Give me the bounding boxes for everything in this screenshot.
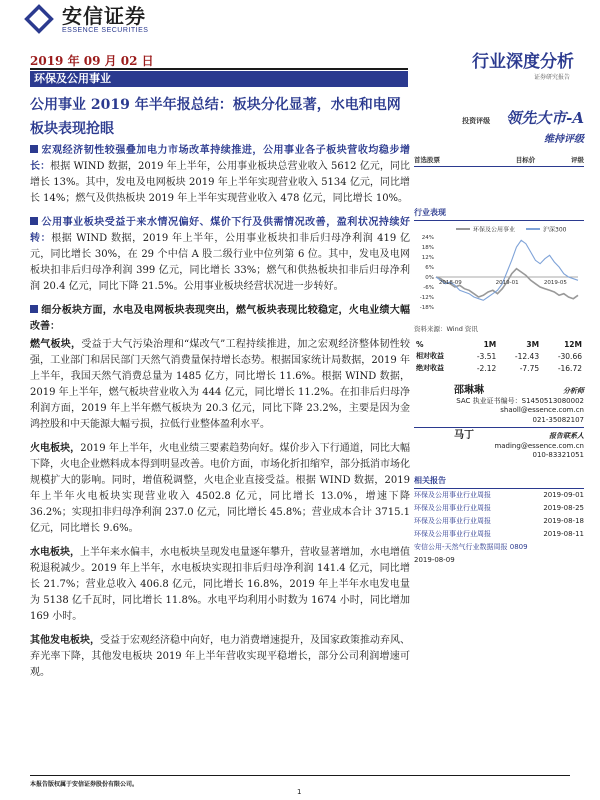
paragraph-lead: 细分板块方面，水电及电网板块表现突出，燃气板块表现比较稳定，火电业绩大幅改善： — [30, 305, 410, 332]
analyst-sac: SAC 执业证书编号：S1450513080002 — [456, 396, 584, 405]
table-cell: 相对收益 — [416, 352, 444, 360]
y-tick-label: 0% — [425, 275, 434, 281]
paragraph-lead: 其他发电板块， — [30, 635, 100, 646]
header-divider — [30, 68, 408, 70]
table-cell: -16.72 — [557, 363, 582, 373]
y-tick-label: -18% — [419, 305, 434, 311]
analyst-email[interactable]: shaoll@essence.com.cn — [500, 406, 584, 414]
table-header: % — [416, 340, 424, 349]
related-report-link[interactable] — [414, 528, 584, 541]
paragraph-body: 上半年来水偏丰，水电板块呈现发电量逐年攀升，营收显著增加，水电增值税退税减少。2019 年上半年，水电板块实现扣非后归母净利润 141.4 亿元，同比增长 21.7%；营业总收入 406.8 亿元，同比增长 16.8%，2019 年上半年水电发电量为 5138 亿千瓦时，同比增长 11.8%。水电平均利用小时数为 1674 小时，同比增加 169 小时。 — [30, 547, 410, 622]
chart-source: 资料来源：Wind 资讯 — [414, 325, 478, 333]
analyst-phone: 010-83321051 — [532, 451, 584, 459]
page-number: 1 — [297, 788, 302, 796]
related-reports-heading: 相关报告 — [414, 475, 584, 489]
related-report-title[interactable]: 环保及公用事业行业周报 — [414, 516, 491, 525]
analyst-email[interactable]: mading@essence.com.cn — [494, 441, 584, 450]
related-report-date: 2019-08-11 — [543, 529, 584, 538]
y-tick-label: 24% — [421, 235, 434, 241]
rating-value: 领先大市-A — [506, 109, 584, 127]
paragraph-revenue — [30, 143, 410, 207]
report-type: 行业深度分析 — [472, 52, 574, 72]
rating-maintained: 维持评级 — [544, 134, 584, 145]
related-report-link[interactable] — [414, 541, 584, 567]
related-report-link[interactable] — [414, 489, 584, 502]
bullet-square-icon — [30, 145, 38, 153]
related-report-link[interactable] — [414, 502, 584, 515]
analyst-block — [414, 386, 584, 461]
y-tick-label: 18% — [421, 245, 434, 251]
paragraph-lead: 水电板块， — [30, 547, 80, 558]
y-tick-label: 6% — [425, 265, 434, 271]
table-header-row — [414, 339, 584, 350]
y-tick-label: -12% — [419, 295, 434, 301]
paragraph-body: 受益于宏观经济稳中向好，电力消费增速提升，及国家政策推动弃风、弃光率下降，其他发电板块 2019 年上半年营收实现平稳增长，部分公司利润增速可观。 — [30, 635, 410, 678]
y-tick-label: 12% — [421, 255, 434, 261]
table-row — [414, 362, 584, 374]
report-subtype: 证券研究报告 — [533, 74, 570, 81]
paragraph-body: 根据 WIND 数据，2019 年上半年，公用事业板块扣非后归母净利润 419 亿元，同比增长 30%，在 29 个中信 A 股二级行业中位列第 6 位。其中，发电及电网板块扣非后归母净利润 399 亿元，同比增长 33%；燃气和供热板块扣非后归母净利润 20.4 亿元，同比下降 21.5%。公用事业板块经营状况进一步转好。 — [30, 233, 410, 292]
preferred-stocks-label: 首选股票 — [414, 156, 440, 164]
related-report-title[interactable]: 环保及公用事业行业周报 — [414, 503, 491, 512]
analyst-role: 报告联系人 — [549, 432, 584, 440]
chart-svg — [414, 223, 584, 319]
investment-rating — [414, 107, 584, 128]
brand-logo — [24, 4, 148, 34]
table-cell: -3.51 — [476, 351, 497, 361]
y-tick-label: -6% — [423, 285, 434, 291]
series-line — [436, 240, 578, 300]
target-price-label: 目标价 — [515, 156, 536, 164]
x-tick-label: 2018-09 — [438, 280, 462, 286]
related-report-date: 2019-08-25 — [543, 503, 584, 512]
table-cell: -12.43 — [514, 351, 540, 361]
table-cell: -7.75 — [519, 363, 540, 373]
paragraph-thermal — [30, 441, 410, 537]
table-header: 3M — [526, 340, 540, 349]
related-report-title[interactable]: 环保及公用事业行业周报 — [414, 529, 491, 538]
analyst-phone: 021-35082107 — [532, 415, 584, 424]
paragraph-body: 受益于大气污染治理和“煤改气”工程持续推进，加之宏观经济整体韧性较强，工业部门和居民部门天然气消费量保持增长态势。根据国家统计局数据，2019 年上半年，我国天然气消费总量为 1485 亿方，同比增长 11.6%。根据 WIND 数据，2019 年上半年，燃气板块营业收入为 444 亿元，同比增长 11.2%。在扣非后归母净利润方面，2019 年上半年燃气板块为 20.3 亿元，同比下降 23.2%，主要是因为金鸿控股和中天能源大幅亏损，拉低行业整体盈利水平。 — [30, 339, 410, 430]
paragraph-other-power — [30, 633, 410, 681]
analyst-name: 马丁 — [454, 430, 474, 441]
x-tick-label: 2019-01 — [495, 280, 519, 286]
related-report-date: 2019-08-18 — [543, 516, 584, 525]
preferred-stocks-header — [414, 155, 584, 164]
performance-table — [414, 339, 584, 374]
paragraph-profit — [30, 215, 410, 295]
table-header: 1M — [483, 340, 497, 349]
table-header: 12M — [564, 340, 582, 349]
related-report-link[interactable] — [414, 515, 584, 528]
table-cell: -30.66 — [557, 351, 582, 361]
side-column — [414, 93, 584, 567]
table-cell: 绝对收益 — [416, 364, 444, 372]
main-column — [30, 93, 410, 681]
brand-name-en: ESSENCE SECURITIES — [62, 26, 149, 34]
logo-icon — [24, 4, 54, 34]
paragraph-segments — [30, 303, 410, 335]
rating-label: 投资评级 — [462, 117, 491, 125]
x-tick-label: 2019-05 — [543, 280, 567, 286]
paragraph-body: 根据 WIND 数据，2019 年上半年，公用事业板块总营业收入 5612 亿元，同比增长 13%。其中，发电及电网板块 2019 年上半年实现营业收入 5134 亿元，同比增长 14%；燃气及供热板块 2019 年上半年实现营业收入 478 亿元，同比增长 10%。 — [30, 161, 410, 204]
stock-rating-label: 评级 — [571, 156, 584, 164]
bullet-square-icon — [30, 217, 38, 225]
analyst-role: 分析师 — [563, 387, 584, 395]
legend-label: 环保及公用事业 — [473, 226, 516, 234]
paragraph-lead: 燃气板块， — [30, 339, 82, 350]
related-report-title[interactable]: 环保及公用事业行业周报 — [414, 490, 491, 499]
paragraph-lead: 火电板块， — [30, 443, 81, 454]
analyst-name: 邵琳琳 — [454, 385, 484, 396]
report-title: 公用事业 2019 年半年报总结：板块分化显著，水电和电网板块表现抢眼 — [30, 97, 401, 137]
stock-divider — [414, 166, 584, 167]
paragraph-body: 2019 年上半年，火电业绩三要素趋势向好。煤价步入下行通道，同比大幅下降，火电企业燃料成本得到明显改善。电价方面，市场化折扣缩窄，部分抵消市场化规模扩大的影响。同时，增值税调整，火电企业直接受益。根据 WIND 数据，2019 年上半年火电板块实现营业收入 4502.8 亿元，同比增长 13.0%，增速下降 36.2%；实现扣非归母净利润 237.0 亿元，同比增长 45.8%；营业成本合计 3715.1 亿元，同比增长 9.6%。 — [30, 443, 410, 534]
industry-performance-heading: 行业表现 — [414, 207, 584, 221]
table-cell: -2.12 — [476, 363, 497, 373]
paragraph-gas — [30, 337, 410, 433]
paragraph-hydro — [30, 545, 410, 625]
report-date: 2019 年 09 月 02 日 — [30, 54, 154, 68]
industry-bar: 环保及公用事业 — [30, 71, 408, 87]
paragraph-lead: 宏观经济韧性较强叠加电力市场改革持续推进，公用事业各子板块营收均稳步增长： — [30, 145, 410, 172]
industry-performance-chart — [414, 223, 584, 323]
brand-name-cn: 安信证券 — [62, 3, 146, 28]
bullet-square-icon — [30, 305, 38, 313]
paragraph-lead: 公用事业板块受益于来水情况偏好、煤价下行及供需情况改善，盈利状况持续好转： — [30, 217, 410, 244]
table-row — [414, 350, 584, 362]
legend-label: 沪深300 — [543, 226, 567, 234]
related-report-title[interactable]: 安信公用-天然气行业数据周报 0809 — [414, 542, 528, 551]
page-footer: 本报告版权属于安信证券股份有限公司。 — [30, 775, 570, 788]
related-report-date: 2019-08-09 — [414, 555, 455, 564]
related-report-date: 2019-09-01 — [543, 490, 584, 499]
